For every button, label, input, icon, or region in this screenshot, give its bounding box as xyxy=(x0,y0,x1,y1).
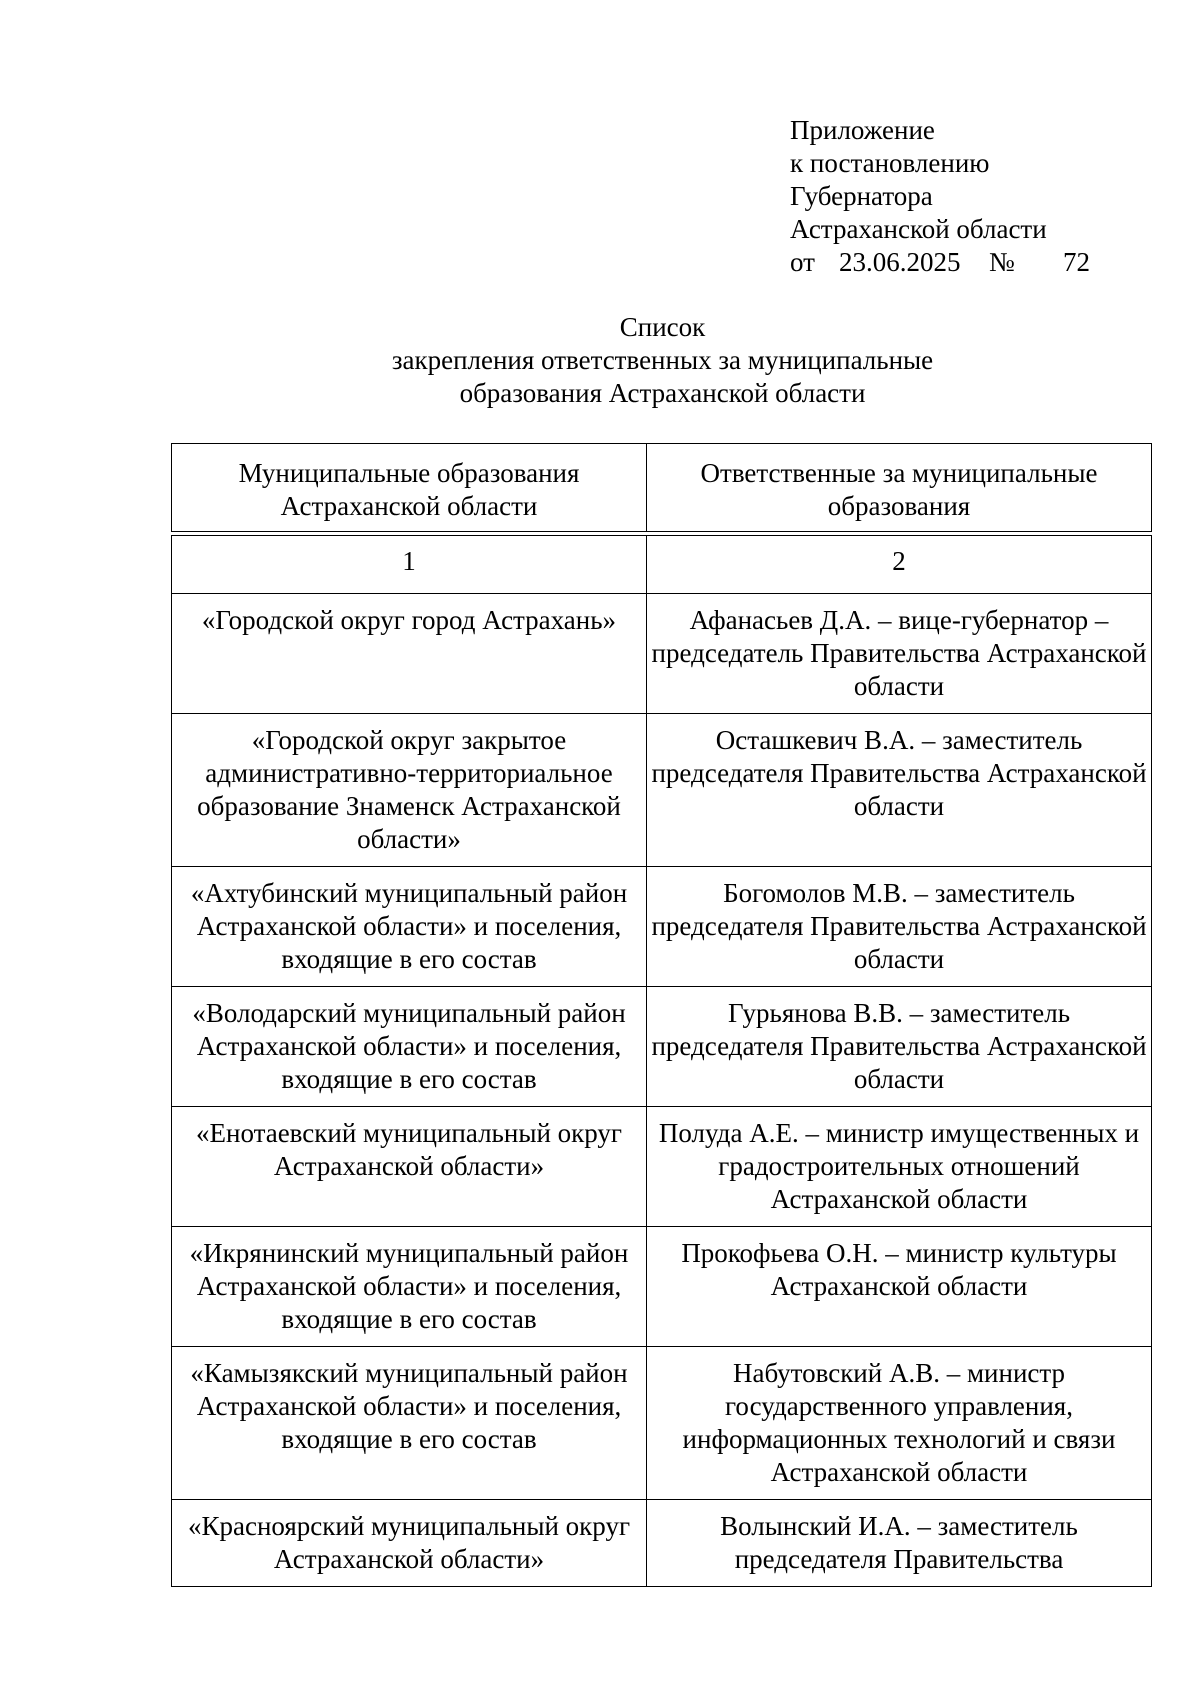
appendix-region: Астраханской области xyxy=(790,214,1047,244)
responsible-cell: Набутовский А.В. – министр государственного управления, информационных технологий и связи Астраханской области xyxy=(647,1347,1152,1500)
municipality-cell: «Камызякский муниципальный район Астраханской области» и поселения, входящие в его состав xyxy=(172,1347,647,1500)
municipality-cell: «Енотаевский муниципальный округ Астраханской области» xyxy=(172,1107,647,1227)
date-prefix: от xyxy=(790,247,815,277)
decree-number: 72 xyxy=(1063,247,1090,277)
responsible-cell: Гурьянова В.В. – заместитель председателя Правительства Астраханской области xyxy=(647,987,1152,1107)
header-responsible: Ответственные за муниципальные образования xyxy=(647,444,1152,532)
table-row xyxy=(172,714,1152,867)
responsible-cell: Полуда А.Е. – министр имущественных и градостроительных отношений Астраханской области xyxy=(647,1107,1152,1227)
municipality-cell: «Ахтубинский муниципальный район Астраханской области» и поселения, входящие в его состав xyxy=(172,867,647,987)
table-row xyxy=(172,594,1152,714)
municipality-cell: «Икрянинский муниципальный район Астраханской области» и поселения, входящие в его состав xyxy=(172,1227,647,1347)
municipality-cell: «Красноярский муниципальный округ Астраханской области» xyxy=(172,1500,647,1587)
decree-date: 23.06.2025 xyxy=(839,247,961,277)
municipality-cell: «Городской округ закрытое административно-территориальное образование Знаменск Астраханской области» xyxy=(172,714,647,867)
table-row xyxy=(172,1107,1152,1227)
responsible-cell: Прокофьева О.Н. – министр культуры Астраханской области xyxy=(647,1227,1152,1347)
appendix-block xyxy=(790,114,1090,279)
table-row xyxy=(172,867,1152,987)
appendix-date-line xyxy=(790,246,1090,279)
column-number-row xyxy=(172,536,1152,594)
table-row xyxy=(172,1347,1152,1500)
responsible-cell: Афанасьев Д.А. – вице-губернатор – председатель Правительства Астраханской области xyxy=(647,594,1152,714)
responsible-cell: Осташкевич В.А. – заместитель председателя Правительства Астраханской области xyxy=(647,714,1152,867)
document-title xyxy=(0,311,1200,410)
responsible-cell: Богомолов М.В. – заместитель председателя Правительства Астраханской области xyxy=(647,867,1152,987)
municipality-cell: «Володарский муниципальный район Астраханской области» и поселения, входящие в его состав xyxy=(172,987,647,1107)
column-number-2: 2 xyxy=(647,536,1152,594)
municipality-cell: «Городской округ город Астрахань» xyxy=(172,594,647,714)
table-row xyxy=(172,1227,1152,1347)
appendix-label: Приложение xyxy=(790,115,935,145)
responsible-cell: Волынский И.А. – заместитель председателя Правительства xyxy=(647,1500,1152,1587)
column-number-1: 1 xyxy=(172,536,647,594)
title-line-1: Список xyxy=(619,312,706,342)
responsibility-table xyxy=(171,443,1152,1587)
appendix-to-decree: к постановлению xyxy=(790,148,990,178)
appendix-governor: Губернатора xyxy=(790,181,933,211)
table-row xyxy=(172,987,1152,1107)
table-row xyxy=(172,1500,1152,1587)
title-line-3: образования Астраханской области xyxy=(459,378,866,408)
table-header-row xyxy=(172,444,1152,532)
title-line-2: закрепления ответственных за муниципальные xyxy=(391,345,934,375)
header-municipality: Муниципальные образования Астраханской области xyxy=(172,444,647,532)
responsibility-table-wrapper xyxy=(171,443,1151,1587)
number-sign: № xyxy=(989,247,1015,277)
